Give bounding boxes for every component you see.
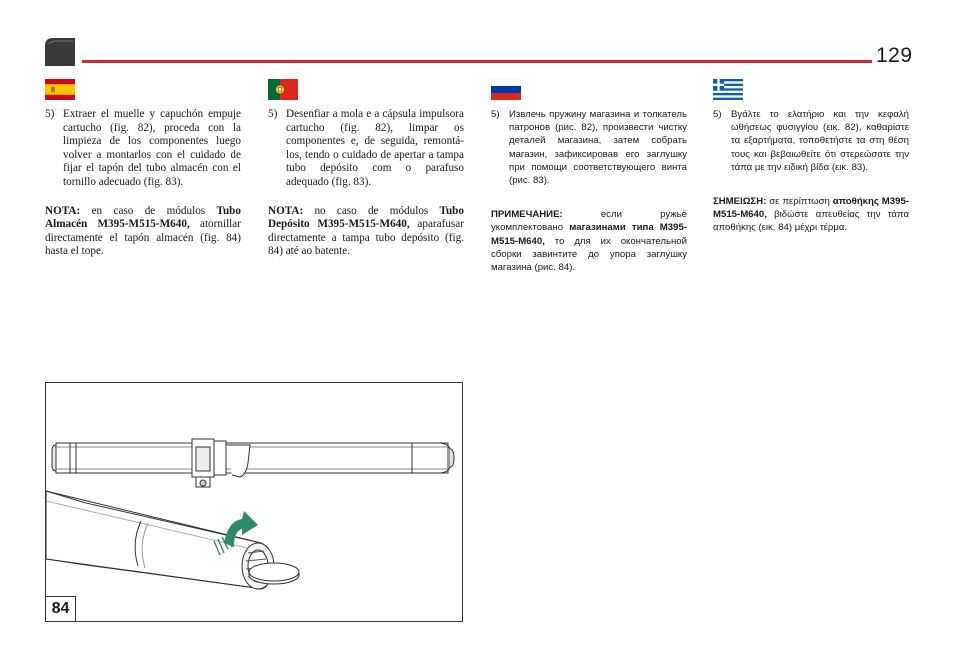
step-text: Extraer el muelle y capuchón empuje cartucho (fig. 82), proceda con la limpieza de los componentes luego volver a montarlos con el cuidado de fijar el tapón del tubo almacén con el tornillo adecuado (fig. 83).: [63, 108, 241, 188]
note-text: no caso de módulos: [303, 204, 440, 217]
note-text: σε περίπτωση: [766, 196, 833, 208]
corner-tab-icon: [45, 38, 75, 66]
note-text: atornillar directamente el tapón almacén (fig. 84) hasta el tope.: [45, 218, 241, 258]
step-text: Извлечь пружину магазина и толкатель патронов (рис. 82), произвести чистку деталей магазина, затем собрать магазин, зафиксировав его заглушку при помощи соответствующего винта (рис. 83).: [509, 109, 687, 187]
note-bold: Tubo Almacén M395-M515-M640,: [45, 204, 241, 231]
russia-flag-icon: [491, 79, 521, 100]
header-rule: [82, 60, 872, 63]
note-paragraph: [268, 205, 464, 259]
magazine-tube-icon: [52, 439, 454, 487]
note-text: то для их окончательной сборки завинтите до упора заглушку магазина (рис. 84).: [491, 235, 687, 274]
column-russian: [491, 108, 687, 274]
note-label: NOTA:: [268, 204, 304, 217]
note-text: если ружьё укомплектовано: [491, 209, 687, 234]
step-number: 5): [713, 109, 722, 120]
figure-84-frame: [45, 382, 463, 622]
column-spanish: [45, 108, 241, 259]
step-item: [268, 108, 464, 190]
note-bold: магазинами типа M395-M515-M640,: [491, 222, 688, 247]
note-text: βιδώστε απευθείας την τάπα αποθήκης (εικ. 84) μέχρι τέρμα.: [713, 209, 909, 234]
note-text: en caso de módulos: [80, 204, 217, 217]
step-text: Desenfiar a mola e a cápsula impulsora cartucho (fig. 82), limpar os componentes e, de seguida, remontá-los, tendo o cuidado de apertar a tampa tubo depósito com o parafuso adequado (fig. 83).: [286, 108, 464, 188]
step-item: [491, 108, 687, 187]
tube-closeup-icon: [46, 491, 299, 589]
note-label: NOTA:: [45, 204, 81, 217]
step-item: [45, 108, 241, 190]
figure-number: 84: [45, 596, 76, 622]
note-bold: Tubo Depósito M395-M515-M640,: [268, 204, 464, 231]
note-bold: αποθήκης M395-M515-M640,: [713, 196, 909, 221]
magazine-tube-cap-icon: [46, 383, 462, 621]
column-portuguese: [268, 108, 464, 259]
note-text: aparafusar directamente a tampa tubo depósito (fig. 84) até ao batente.: [268, 218, 464, 258]
note-paragraph: [45, 205, 241, 259]
step-text: Βγάλτε το ελατήριο και την κεφαλή ωθήσεως φυσιγγίου (εικ. 82), καθαρίστε τα εξαρτήματα, τοποθετήστε τα στη θέση τους και βεβαιωθείτε ότι στερεώσατε την τάπα με την ειδική βίδα (εικ. 83).: [731, 109, 909, 173]
greece-flag-icon: [713, 79, 743, 100]
page-number: 129: [876, 44, 913, 67]
step-item: [713, 108, 909, 174]
spain-flag-icon: [45, 79, 75, 100]
step-number: 5): [268, 108, 278, 120]
step-number: 5): [491, 109, 500, 120]
note-label: ПРИМЕЧАНИЕ:: [491, 209, 563, 221]
note-label: ΣΗΜΕΙΩΣΗ:: [713, 196, 767, 208]
portugal-flag-icon: [268, 79, 298, 100]
note-paragraph: [713, 195, 909, 235]
note-paragraph: [491, 208, 687, 274]
step-number: 5): [45, 108, 55, 120]
column-greek: [713, 108, 909, 235]
